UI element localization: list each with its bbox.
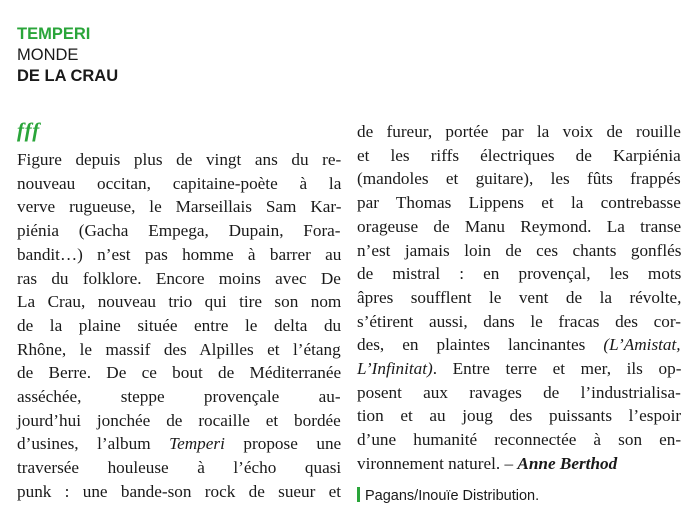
review-line: La Crau, nouveau trio qui tire son nom — [17, 292, 342, 312]
album-header — [17, 24, 118, 87]
italic-title: (L’Amistat, — [603, 335, 681, 355]
review-line: verve rugueuse, le Marseillais Sam Kar- — [17, 197, 342, 217]
review-line: et les riffs électriques de Karpiénia — [357, 145, 681, 165]
rating-mark: fff — [17, 118, 41, 142]
review-line — [17, 432, 341, 456]
line-text: vironnement naturel. – — [357, 453, 518, 473]
accent-bar — [357, 487, 360, 502]
review-line: d’une humanité reconnectée à son en- — [357, 430, 682, 450]
review-line: tion et au joug des puissants l’espoir — [357, 406, 682, 426]
review-line: punk : une bande-son rock de sueur et — [17, 481, 342, 501]
review-line: Rhône, le massif des Alpilles et l’étang — [17, 339, 341, 359]
author-name: Anne Berthod — [517, 453, 618, 473]
review-line: de Berre. De ce bout de Méditerranée — [17, 363, 342, 383]
review-line: jourd’hui jonchée de rocaille et bordée — [17, 410, 341, 430]
review-line: n’est jamais loin de ces chants gonflés — [357, 240, 682, 260]
review-line: âpres soufflent le vent de la révolte, — [357, 287, 682, 307]
label-text: Pagans/Inouïe Distribution. — [365, 488, 540, 504]
review-line: de la plaine située entre le delta du — [17, 315, 342, 335]
review-line: de mistral : en provençal, les mots — [357, 264, 682, 284]
review-line: piénia (Gacha Empega, Dupain, Fora- — [17, 221, 341, 241]
review-line — [357, 452, 681, 476]
line-text: d’usines, l’album — [17, 434, 170, 454]
review-line — [357, 357, 681, 381]
review-column-right — [357, 120, 681, 476]
review-line: par Thomas Lippens et la contrebasse — [357, 193, 681, 213]
review-line: orageuse de Manu Reymond. La transe — [357, 216, 682, 236]
review-column-left — [17, 148, 341, 504]
review-line: posent aux ravages de l’industrialisa- — [357, 382, 681, 402]
genre-label: MONDE — [17, 46, 79, 64]
line-text: . Entre terre et mer, ils op- — [432, 359, 682, 379]
line-text: propose une — [224, 434, 342, 454]
label-credit — [357, 486, 539, 506]
artist-name: DE LA CRAU — [17, 67, 119, 85]
review-line — [357, 333, 681, 357]
review-line: traversée houleuse à l’écho quasi — [17, 458, 342, 478]
review-line: ras du folklore. Encore moins avec De — [17, 268, 341, 288]
line-text: des, en plaintes lancinantes — [357, 335, 604, 355]
review-line: (mandoles et guitare), les fûts frappés — [357, 169, 681, 189]
review-line: Figure depuis plus de vingt ans du re- — [17, 150, 342, 169]
italic-title: Temperi — [169, 434, 225, 454]
italic-title: L’Infinitat) — [357, 359, 433, 379]
review-line: s’étirent aussi, dans le fracas des cor- — [357, 311, 681, 331]
review-line: bandit…) n’est pas homme à barrer au — [17, 244, 342, 264]
album-title: TEMPERI — [17, 25, 91, 43]
review-line: de fureur, portée par la voix de rouille — [357, 122, 681, 141]
review-line: asséchée, steppe provençale au- — [17, 387, 341, 407]
review-line: nouveau occitan, capitaine-poète à la — [17, 173, 342, 193]
